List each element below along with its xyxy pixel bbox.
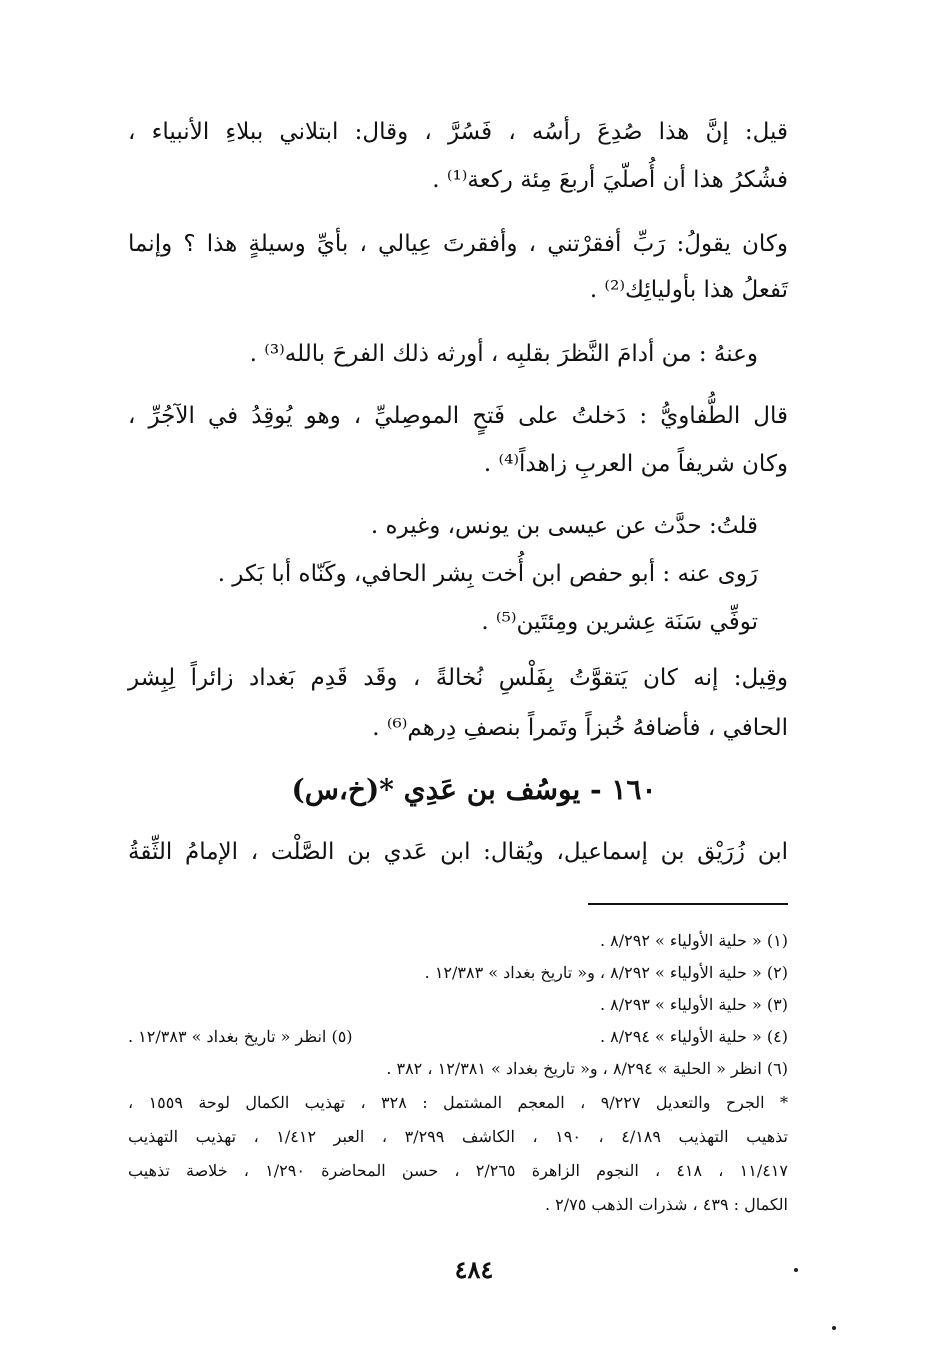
body-line: وعنهُ : من أدامَ النَّظرَ بقلبِه ، أورثه ذلك الفرحَ بالله⁽³⁾ . xyxy=(249,341,758,367)
footnote: (٣) « حلية الأولياء » ٨/٢٩٣ . xyxy=(599,995,788,1014)
body-line: تَفعلُ هذا بأوليائِك⁽²⁾ . xyxy=(589,277,788,303)
footnote: (٥) انظر « تاريخ بغداد » ١٢/٣٨٣ . xyxy=(128,1027,353,1046)
footnote-separator xyxy=(588,903,788,905)
page-number: ٤٨٤ xyxy=(454,1255,494,1284)
sources-line: الكمال : ٤٣٩ ، شذرات الذهب ٢/٧٥ . xyxy=(544,1195,788,1214)
scan-speck xyxy=(794,1268,798,1272)
body-line: وقِيل: إنه كان يَتقوَّتُ بِفَلْسِ نُخالةً ، وقَد قَدِم بَغداد زائراً لِبِشر xyxy=(128,665,788,691)
sources-line: تذهيب التهذيب ٤/١٨٩ ، ١٩٠ ، الكاشف ٣/٢٩٩ ، العبر ١/٤١٢ ، تهذيب التهذيب xyxy=(128,1127,788,1146)
body-line: الحافي ، فأضافهُ خُبزاً وتَمراً بنصفِ دِرهم⁽⁶⁾ . xyxy=(372,715,788,741)
body-line: قلتُ: حدَّث عن عيسى بن يونس، وغيره . xyxy=(370,513,758,539)
body-line: قال الطُّفاويُّ : دَخلتُ على فَتحٍ الموصِليِّ ، وهو يُوقِدُ في الآجُرِّ ، xyxy=(128,403,788,429)
footnote: (١) « حلية الأولياء » ٨/٢٩٢ . xyxy=(599,931,788,950)
body-line: وكان يقولُ: رَبِّ أفقرْتني ، وأفقرتَ عِيالي ، بأيِّ وسيلةٍ هذا ؟ وإنما xyxy=(128,231,788,257)
footnote: (٢) « حلية الأولياء » ٨/٢٩٢ ، و« تاريخ بغداد » ١٢/٣٨٣ . xyxy=(424,963,788,982)
entry-intro-line: ابن زُرَيْق بن إسماعيل، ويُقال: ابن عَدي بن الصَّلْت ، الإمامُ الثِّقةُ xyxy=(128,839,788,865)
footnote: (٤) « حلية الأولياء » ٨/٢٩٤ . xyxy=(599,1027,788,1046)
entry-heading: ١٦٠ - يوسُف بن عَدِي *(خ،س) xyxy=(291,773,657,806)
body-line: قيل: إنَّ هذا صُدِعَ رأسُه ، فَسُرَّ ، وقال: ابتلاني ببلاءِ الأنبياء ، xyxy=(128,119,788,145)
scan-speck xyxy=(832,1326,836,1330)
body-line: فشُكرُ هذا أن أُصلّيَ أربعَ مِئة ركعة⁽¹⁾ . xyxy=(432,167,788,193)
body-line: رَوى عنه : أبو حفص ابن أُخت بِشر الحافي، وكَنّاه أبا بَكر . xyxy=(217,561,758,587)
sources-line: ١١/٤١٧ ، ٤١٨ ، النجوم الزاهرة ٢/٢٦٥ ، حسن المحاضرة ١/٢٩٠ ، خلاصة تذهيب xyxy=(128,1161,789,1180)
body-line: توفِّي سَنَة عِشرين ومِئتَين⁽⁵⁾ . xyxy=(481,609,758,635)
body-line: وكان شريفاً من العربِ زاهداً⁽⁴⁾ . xyxy=(483,451,788,477)
footnote: (٦) انظر « الحلية » ٨/٢٩٤ ، و« تاريخ بغداد » ١٢/٣٨١ ، ٣٨٢ . xyxy=(386,1059,788,1078)
sources-line: * الجرح والتعديل ٩/٢٢٧ ، المعجم المشتمل : ٣٢٨ ، تهذيب الكمال لوحة ١٥٥٩ ، xyxy=(128,1093,789,1112)
